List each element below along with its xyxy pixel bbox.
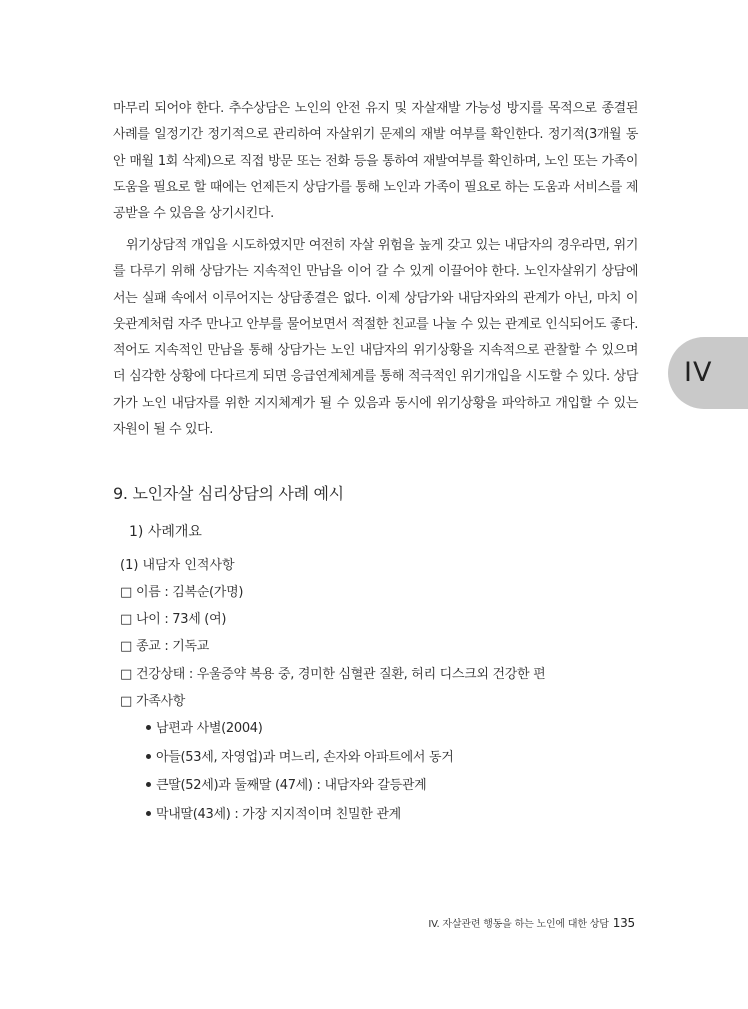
subsubsection-heading: (1) 내담자 인적사항: [120, 558, 235, 573]
list-item: [120, 688, 545, 715]
list-item: [120, 633, 545, 660]
list-item: [146, 772, 453, 801]
chapter-tab-label: IV: [684, 357, 713, 388]
list-item: [146, 744, 453, 773]
client-info-list: [120, 579, 545, 715]
list-item: [146, 715, 453, 744]
list-item-text: 아들(53세, 자영업)과 며느리, 손자와 아파트에서 동거: [156, 749, 454, 765]
body-paragraph-2: 위기상담적 개입을 시도하였지만 여전히 자살 위험을 높게 갖고 있는 내담자의 경우라면, 위기를 다루기 위해 상담가는 지속적인 만남을 이어 갈 수 있게 이끌어야 한다. 노인자살위기 상담에서는 실패 속에서 이루어지는 상담종결은 없다. 이제 상담가와 내담자와의 관계가 아닌, 마치 이웃관계처럼 자주 만나고 안부를 물어보면서 적절한 친교를 나눌 수 있는 관계로 인식되어도 좋다. 적어도 지속적인 만남을 통해 상담가는 노인 내담자의 위기상황을 지속적으로 관찰할 수 있으며 더 심각한 상황에 다다르게 되면 응급연계체계를 통해 적극적인 위기개입을 시도할 수 있다. 상담가가 노인 내담자를 위한 지지체계가 될 수 있음과 동시에 위기상황을 파악하고 개입할 수 있는 자원이 될 수 있다.: [113, 238, 638, 438]
list-item: [120, 606, 545, 633]
list-item-text: 종교 : 기독교: [136, 639, 210, 655]
bullet-icon: [146, 725, 151, 730]
bullet-icon: [146, 782, 151, 787]
section-heading: 9. 노인자살 심리상담의 사례 예시: [113, 484, 344, 503]
running-title: IV. 자살관련 행동을 하는 노인에 대한 상담: [428, 919, 609, 930]
list-item-text: 막내딸(43세) : 가장 지지적이며 친밀한 관계: [156, 806, 401, 822]
family-list: [146, 715, 453, 829]
list-item-text: 남편과 사별(2004): [156, 721, 263, 736]
list-item-text: 가족사항: [136, 693, 186, 709]
chapter-tab: [668, 337, 748, 409]
page-footer: [428, 915, 635, 930]
body-paragraph-1: 마무리 되어야 한다. 추수상담은 노인의 안전 유지 및 자살재발 가능성 방지를 목적으로 종결된 사례를 일정기간 정기적으로 관리하여 자살위기 문제의 재발 여부를 확인한다. 정기적(3개월 동안 매월 1회 삭제)으로 직접 방문 또는 전화 등을 통하여 재발여부를 확인하며, 노인 또는 가족이 도움을 필요로 할 때에는 언제든지 상담가를 통해 노인과 가족이 필요로 하는 도움과 서비스를 제공받을 수 있음을 상기시킨다.: [113, 101, 638, 222]
list-item-text: 큰딸(52세)과 둘째딸 (47세) : 내담자와 갈등관계: [156, 778, 427, 793]
checkbox-icon: □: [120, 666, 132, 682]
subsection-heading: 1) 사례개요: [129, 524, 202, 540]
list-item: [146, 801, 453, 830]
checkbox-icon: □: [120, 612, 132, 628]
page-number: 135: [612, 916, 635, 930]
bullet-icon: [146, 811, 151, 816]
checkbox-icon: □: [120, 639, 132, 655]
checkbox-icon: □: [120, 585, 132, 600]
checkbox-icon: □: [120, 693, 132, 709]
bullet-icon: [146, 754, 151, 759]
list-item: [120, 661, 545, 688]
list-item-text: 건강상태 : 우울증약 복용 중, 경미한 심혈관 질환, 허리 디스크외 건강한 편: [136, 666, 546, 682]
list-item: [120, 579, 545, 606]
list-item-text: 나이 : 73세 (여): [136, 612, 227, 628]
list-item-text: 이름 : 김복순(가명): [136, 585, 244, 600]
